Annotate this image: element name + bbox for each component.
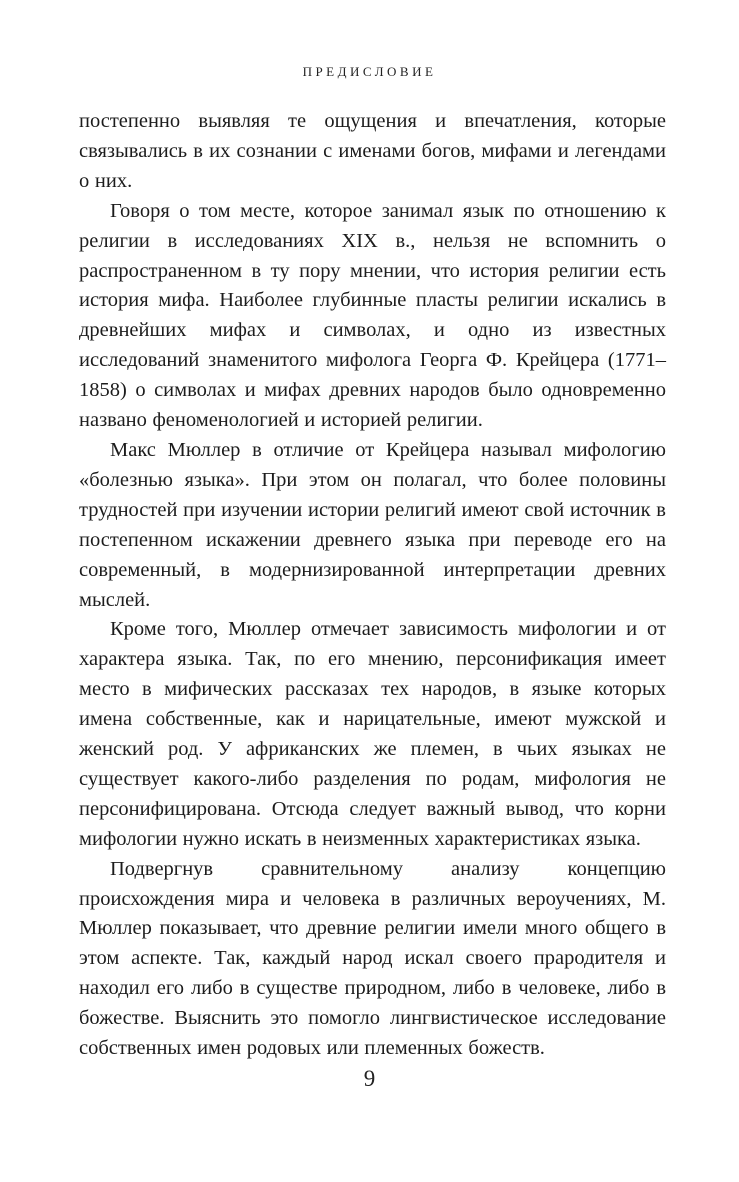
paragraph-5: Подвергнув сравнительному анализу концепцию происхождения мира и человека в различных вероучениях, М. Мюллер показывает, что древние религии имели много общего в этом аспекте. Так, каждый народ искал своего прародителя и находил его либо в существе природном, либо в человеке, либо в божестве. Выяснить это помогло лингвистическое исследование собственных имен родовых или племенных божеств. <box>79 857 666 1060</box>
paragraph-3: Макс Мюллер в отличие от Крейцера называл мифологию «болезнью языка». При этом он полагал, что более половины трудностей при изучении истории религий имеют свой источник в постепенном искажении древнего языка при переводе его на современный, в модернизированной интерпретации древних мыслей. <box>79 438 666 611</box>
running-head: ПРЕДИСЛОВИЕ <box>302 64 437 79</box>
paragraph-1: постепенно выявляя те ощущения и впечатления, которые связывались в их сознании с именами богов, мифами и легендами о них. <box>79 110 666 192</box>
page-number: 9 <box>363 1066 376 1091</box>
paragraph-4: Кроме того, Мюллер отмечает зависимость мифологии и от характера языка. Так, по его мнению, персонификация имеет место в мифических рассказах тех народов, в языке которых имена собственные, как и нарицательные, имеют мужской и женский род. У африканских же племен, в чьих языках не существует какого-либо разделения по родам, мифология не персонифицирована. Отсюда следует важный вывод, что корни мифологии нужно искать в неизменных характеристиках языка. <box>79 618 666 850</box>
body-text <box>79 107 666 1064</box>
paragraph-2: Говоря о том месте, которое занимал язык по отношению к религии в исследованиях XIX в., нельзя не вспомнить о распространенном в ту пору мнении, что история религии есть история мифа. Наиболее глубинные пласты религии искались в древнейших мифах и символах, и одно из известных исследований знаменитого мифолога Георга Ф. Крейцера (1771–1858) о символах и мифах древних народов было одновременно названо феноменологией и историей религии. <box>79 199 666 432</box>
